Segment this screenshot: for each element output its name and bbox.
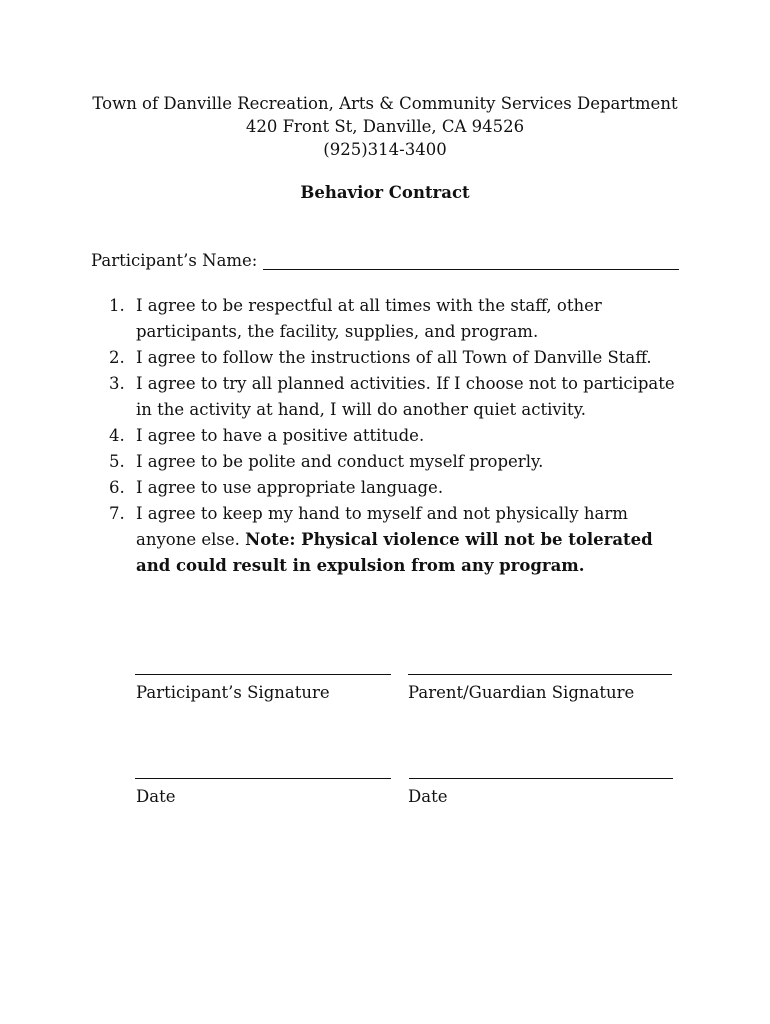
participant-signature-label: Participant’s Signature (136, 683, 330, 702)
agreement-number: 2. (109, 348, 125, 367)
guardian-date-label: Date (408, 787, 448, 806)
participant-name-row (91, 250, 679, 270)
participant-name-field[interactable] (263, 250, 679, 270)
agreement-text: I agree to keep my hand to myself and not physically harm anyone else. (136, 504, 628, 549)
guardian-signature-line[interactable] (408, 674, 672, 675)
agreement-item (109, 475, 689, 501)
agreement-item (109, 501, 689, 579)
document-title: Behavior Contract (300, 183, 470, 202)
agreement-number: 7. (109, 504, 125, 523)
guardian-signature-label: Parent/Guardian Signature (408, 683, 635, 702)
department-address: 420 Front St, Danville, CA 94526 (245, 117, 525, 136)
agreement-text: I agree to have a positive attitude. (136, 426, 425, 445)
agreement-list (109, 293, 689, 579)
participant-date-label: Date (136, 787, 176, 806)
agreement-text: I agree to be respectful at all times with the staff, other participants, the facility, supplies, and program. (136, 296, 602, 341)
department-phone: (925)314-3400 (323, 140, 447, 159)
department-name: Town of Danville Recreation, Arts & Community Services Department (92, 94, 678, 113)
agreement-item (109, 345, 689, 371)
agreement-item (109, 293, 689, 345)
agreement-item (109, 449, 689, 475)
agreement-number: 5. (109, 452, 125, 471)
agreement-number: 3. (109, 374, 125, 393)
agreement-text: I agree to use appropriate language. (136, 478, 444, 497)
agreement-text: I agree to follow the instructions of all Town of Danville Staff. (136, 348, 652, 367)
guardian-date-line[interactable] (409, 778, 673, 779)
violence-note: Note: Physical violence will not be tolerated and could result in expulsion from any program. (136, 530, 653, 575)
department-header (0, 92, 770, 161)
agreement-item (109, 423, 689, 449)
agreement-number: 1. (109, 296, 125, 315)
participant-date-line[interactable] (135, 778, 391, 779)
participant-signature-line[interactable] (135, 674, 391, 675)
agreement-item (109, 371, 689, 423)
agreement-number: 6. (109, 478, 125, 497)
agreement-text: I agree to be polite and conduct myself properly. (136, 452, 544, 471)
participant-name-label: Participant’s Name: (91, 251, 258, 270)
agreement-text: I agree to try all planned activities. If I choose not to participate in the activity at hand, I will do another quiet activity. (136, 374, 675, 419)
agreement-number: 4. (109, 426, 125, 445)
